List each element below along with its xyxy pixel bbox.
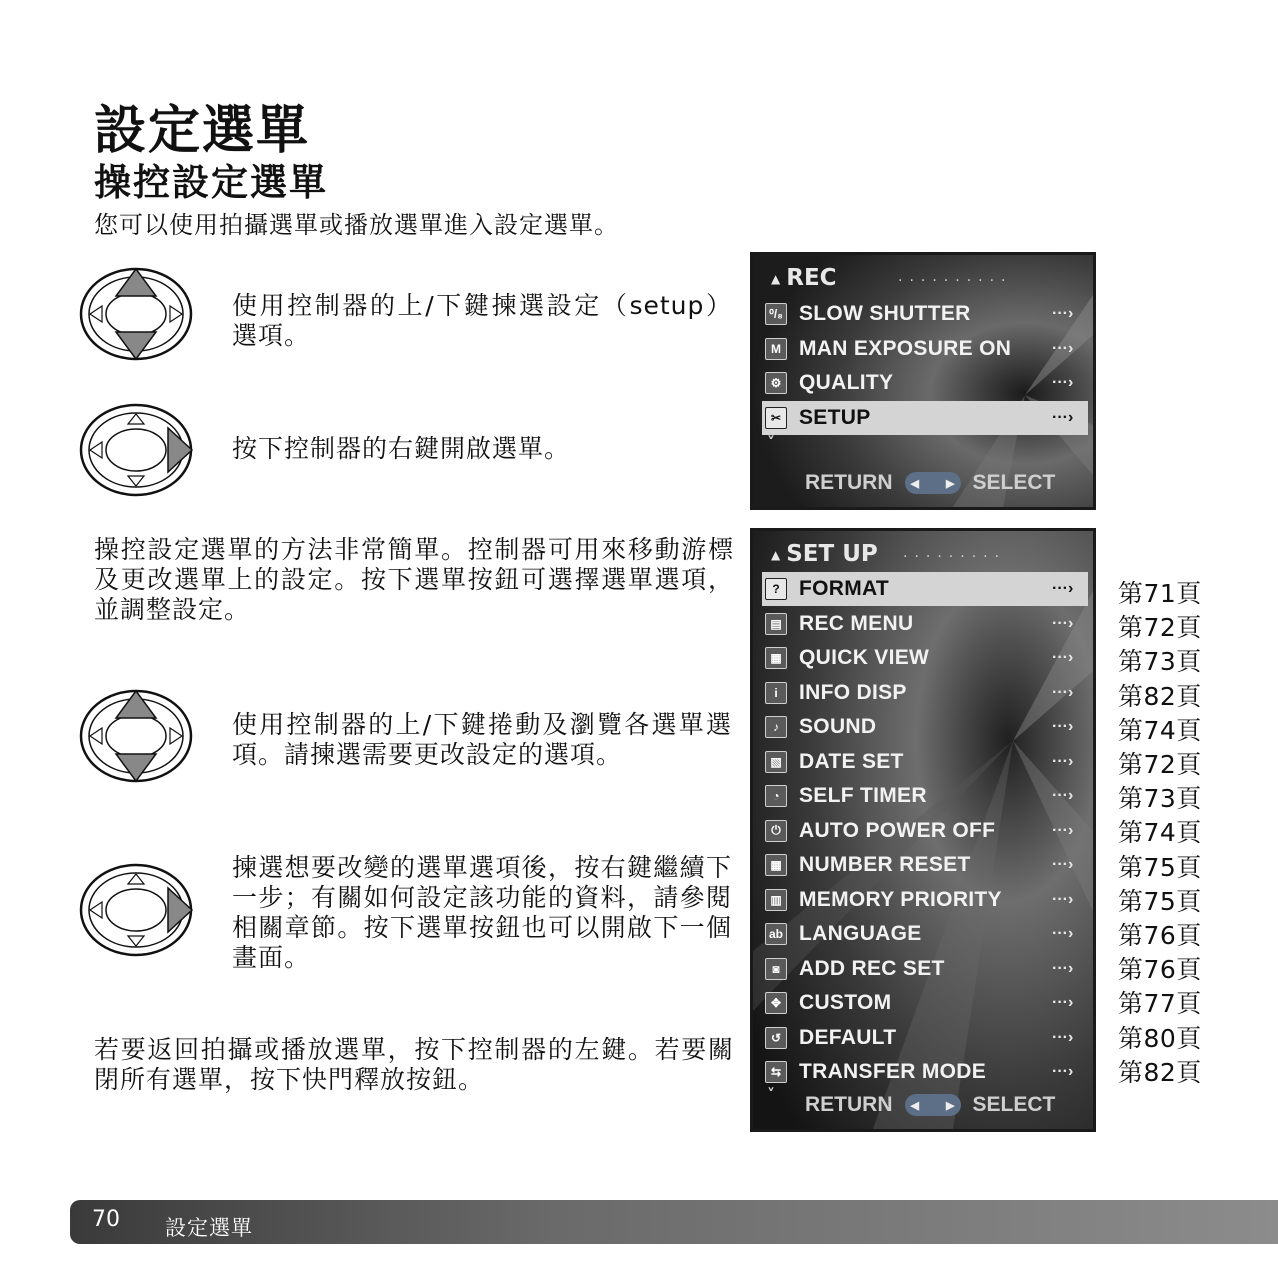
menu-item-label: MAN EXPOSURE ON xyxy=(799,336,1012,360)
menu-item[interactable] xyxy=(762,952,1088,986)
header-dots: ·········· xyxy=(898,273,1013,289)
step-3-text: 使用控制器的上/下鍵捲動及瀏覽各選單選項。請揀選需要更改設定的選項。 xyxy=(232,710,732,769)
submenu-arrow-icon: ···› xyxy=(1052,890,1074,908)
menu-item[interactable] xyxy=(762,641,1088,675)
memory-priority-icon: ▥ xyxy=(765,889,787,911)
self-timer-icon: ◔ xyxy=(765,785,787,807)
setup-tools-icon: ✂ xyxy=(765,407,787,429)
scroll-down-icon: ˅ xyxy=(767,433,775,452)
info-icon: i xyxy=(765,682,787,704)
power-icon: ⏻ xyxy=(765,820,787,842)
menu-item[interactable] xyxy=(762,607,1088,641)
submenu-arrow-icon: ···› xyxy=(1052,994,1074,1011)
submenu-arrow-icon: ···› xyxy=(1052,649,1074,666)
quality-icon: ⚙ xyxy=(765,372,787,394)
submenu-arrow-icon: ···› xyxy=(1052,1028,1074,1046)
page-reference: 第75頁 xyxy=(1118,886,1202,916)
page-reference: 第73頁 xyxy=(1118,647,1202,677)
menu-item[interactable] xyxy=(762,779,1088,813)
submenu-arrow-icon: ···› xyxy=(1052,339,1074,357)
page-number: 70 xyxy=(92,1207,120,1232)
menu-item[interactable] xyxy=(762,986,1088,1020)
submenu-arrow-icon: ···› xyxy=(1052,580,1074,597)
controller-left-right-icon: ◀ ▶ xyxy=(905,472,961,494)
menu-item-label: DEFAULT xyxy=(799,1025,897,1049)
submenu-arrow-icon: ···› xyxy=(1052,683,1074,701)
controller-left-right-icon: ◀ ▶ xyxy=(905,1094,961,1116)
controller-up-down-icon xyxy=(78,266,194,362)
submenu-arrow-icon: ···› xyxy=(1052,959,1074,977)
default-icon: ↺ xyxy=(765,1027,787,1049)
language-icon: ab xyxy=(765,923,787,945)
submenu-arrow-icon: ···› xyxy=(1052,305,1074,322)
menu-item-label: AUTO POWER OFF xyxy=(799,818,996,842)
page-reference: 第76頁 xyxy=(1118,955,1202,985)
menu-item[interactable] xyxy=(762,676,1088,710)
menu-item[interactable] xyxy=(762,332,1088,366)
menu-item-label: NUMBER RESET xyxy=(799,853,971,876)
sound-icon: ♪ xyxy=(765,716,787,738)
select-label: SELECT xyxy=(972,1093,1056,1116)
number-reset-icon: ▦ xyxy=(765,854,787,876)
page-reference: 第73頁 xyxy=(1118,784,1202,814)
format-icon: ? xyxy=(765,578,787,600)
menu-item-label: SETUP xyxy=(799,405,871,429)
submenu-arrow-icon: ···› xyxy=(1052,856,1074,873)
rec-menu-footer xyxy=(805,471,1085,495)
menu-item[interactable] xyxy=(762,297,1088,331)
setup-menu-header: ▲ SET UP xyxy=(771,541,878,567)
submenu-arrow-icon: ···› xyxy=(1052,408,1074,426)
menu-item-label: DATE SET xyxy=(799,749,904,773)
page-subtitle: 操控設定選單 xyxy=(94,161,328,204)
page-reference: 第74頁 xyxy=(1118,818,1202,848)
page-reference: 第74頁 xyxy=(1118,715,1202,745)
menu-item-label: CUSTOM xyxy=(799,991,892,1014)
intro-text: 您可以使用拍攝選單或播放選單進入設定選單。 xyxy=(94,211,619,239)
submenu-arrow-icon: ···› xyxy=(1052,821,1074,839)
controller-right-icon xyxy=(78,862,194,958)
select-label: SELECT xyxy=(972,471,1056,494)
submenu-arrow-icon: ···› xyxy=(1052,374,1074,391)
date-set-icon: ▧ xyxy=(765,751,787,773)
usb-icon: ⇆ xyxy=(765,1061,787,1083)
slow-shutter-icon: ⁰/₈ xyxy=(765,303,787,325)
menu-item[interactable] xyxy=(762,401,1088,435)
page-reference: 第82頁 xyxy=(1118,1057,1202,1087)
submenu-arrow-icon: ···› xyxy=(1052,614,1074,632)
footer-section-title: 設定選單 xyxy=(165,1216,253,1240)
rec-menu-icon: ▤ xyxy=(765,613,787,635)
menu-item[interactable] xyxy=(762,572,1088,606)
menu-item-label: LANGUAGE xyxy=(799,922,922,945)
controller-up-down-icon xyxy=(78,688,194,784)
menu-item-label: REC MENU xyxy=(799,611,914,635)
menu-item-label: ADD REC SET xyxy=(799,956,945,980)
step-4-text: 揀選想要改變的選單選項後，按右鍵繼續下一步；有關如何設定該功能的資料，請參閱相關章節。按下選單按鈕也可以開啟下一個畫面。 xyxy=(232,853,732,972)
page-reference: 第80頁 xyxy=(1118,1023,1202,1053)
page-reference: 第72頁 xyxy=(1118,613,1202,643)
scroll-down-icon: ˅ xyxy=(767,1085,775,1104)
return-label: RETURN xyxy=(805,471,893,494)
setup-menu-screen xyxy=(750,528,1096,1132)
submenu-arrow-icon: ···› xyxy=(1052,925,1074,942)
step-2-text: 按下控制器的右鍵開啟選單。 xyxy=(232,434,571,463)
return-note-text: 若要返回拍攝或播放選單，按下控制器的左鍵。若要關閉所有選單，按下快門釋放按鈕。 xyxy=(94,1035,734,1094)
menu-item[interactable] xyxy=(762,1021,1088,1055)
page-reference: 第71頁 xyxy=(1118,579,1202,608)
menu-item[interactable] xyxy=(762,366,1088,400)
manual-exposure-icon: M xyxy=(765,338,787,360)
submenu-arrow-icon: ···› xyxy=(1052,718,1074,735)
page-reference: 第77頁 xyxy=(1118,989,1202,1019)
menu-item[interactable] xyxy=(762,848,1088,882)
page-reference: 第75頁 xyxy=(1118,852,1202,882)
menu-item-label: QUICK VIEW xyxy=(799,646,930,669)
menu-item-label: MEMORY PRIORITY xyxy=(799,887,1002,911)
description-text: 操控設定選單的方法非常簡單。控制器可用來移動游標及更改選單上的設定。按下選單按鈕可選擇選單選項，並調整設定。 xyxy=(94,535,734,624)
menu-item-label: SLOW SHUTTER xyxy=(799,302,971,325)
menu-item-label: SOUND xyxy=(799,715,877,738)
menu-item-label: QUALITY xyxy=(799,371,894,394)
menu-item-label: FORMAT xyxy=(799,577,890,600)
add-rec-set-icon: ◙ xyxy=(765,958,787,980)
setup-menu-footer xyxy=(805,1093,1085,1117)
page-title: 設定選單 xyxy=(94,101,311,161)
menu-item-label: TRANSFER MODE xyxy=(799,1060,987,1083)
return-label: RETURN xyxy=(805,1093,893,1116)
page-reference: 第82頁 xyxy=(1118,681,1202,711)
menu-item[interactable] xyxy=(762,710,1088,744)
menu-item[interactable] xyxy=(762,745,1088,779)
submenu-arrow-icon: ···› xyxy=(1052,752,1074,770)
custom-icon: ✥ xyxy=(765,992,787,1014)
page-reference: 第76頁 xyxy=(1118,921,1202,950)
menu-item-label: INFO DISP xyxy=(799,680,907,704)
menu-item[interactable] xyxy=(762,814,1088,848)
submenu-arrow-icon: ···› xyxy=(1052,1063,1074,1080)
submenu-arrow-icon: ···› xyxy=(1052,787,1074,804)
menu-item[interactable] xyxy=(762,917,1088,951)
menu-item[interactable] xyxy=(762,1055,1088,1089)
menu-item[interactable] xyxy=(762,883,1088,917)
rec-menu-screen xyxy=(750,252,1096,510)
header-dots: ········· xyxy=(903,549,1007,565)
step-1-text: 使用控制器的上/下鍵揀選設定（setup）選項。 xyxy=(232,291,732,350)
controller-right-icon xyxy=(78,402,194,498)
quick-view-icon: ▦ xyxy=(765,647,787,669)
page-reference: 第72頁 xyxy=(1118,750,1202,779)
rec-menu-header: ▲ REC xyxy=(771,265,837,291)
menu-item-label: SELF TIMER xyxy=(799,784,927,807)
